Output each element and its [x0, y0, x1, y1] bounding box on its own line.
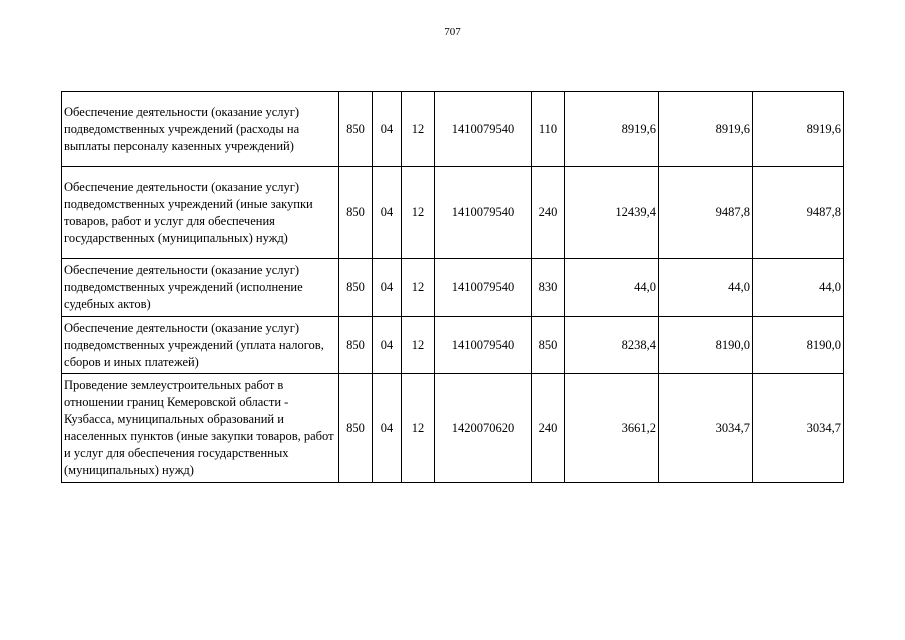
- section-code: 04: [373, 259, 402, 317]
- row-description: Обеспечение деятельности (оказание услуг) подведомственных учреждений (исполнение судебных актов): [62, 259, 339, 317]
- page-number: 707: [444, 26, 461, 38]
- ministry-code: 850: [339, 374, 373, 483]
- amount-year-3: 9487,8: [753, 167, 844, 259]
- amount-year-2: 8919,6: [659, 92, 753, 167]
- budget-table: [61, 91, 844, 483]
- amount-year-1: 3661,2: [565, 374, 659, 483]
- amount-year-3: 44,0: [753, 259, 844, 317]
- section-code: 04: [373, 317, 402, 374]
- expense-type-code: 240: [532, 374, 565, 483]
- subsection-code: 12: [402, 167, 435, 259]
- amount-year-1: 44,0: [565, 259, 659, 317]
- expense-type-code: 240: [532, 167, 565, 259]
- target-article-code: 1410079540: [435, 259, 532, 317]
- amount-year-2: 8190,0: [659, 317, 753, 374]
- row-description: Обеспечение деятельности (оказание услуг) подведомственных учреждений (уплата налогов, сборов и иных платежей): [62, 317, 339, 374]
- amount-year-2: 9487,8: [659, 167, 753, 259]
- subsection-code: 12: [402, 374, 435, 483]
- amount-year-1: 8238,4: [565, 317, 659, 374]
- table-row: [62, 92, 844, 167]
- row-description: Обеспечение деятельности (оказание услуг) подведомственных учреждений (расходы на выплаты персоналу казенных учреждений): [62, 92, 339, 167]
- ministry-code: 850: [339, 317, 373, 374]
- amount-year-1: 8919,6: [565, 92, 659, 167]
- amount-year-2: 44,0: [659, 259, 753, 317]
- ministry-code: 850: [339, 259, 373, 317]
- subsection-code: 12: [402, 92, 435, 167]
- target-article-code: 1410079540: [435, 167, 532, 259]
- expense-type-code: 110: [532, 92, 565, 167]
- section-code: 04: [373, 374, 402, 483]
- section-code: 04: [373, 167, 402, 259]
- row-description: Обеспечение деятельности (оказание услуг) подведомственных учреждений (иные закупки товаров, работ и услуг для обеспечения государственных (муниципальных) нужд): [62, 167, 339, 259]
- subsection-code: 12: [402, 317, 435, 374]
- amount-year-3: 8919,6: [753, 92, 844, 167]
- expense-type-code: 850: [532, 317, 565, 374]
- target-article-code: 1410079540: [435, 317, 532, 374]
- expense-type-code: 830: [532, 259, 565, 317]
- row-description: Проведение землеустроительных работ в отношении границ Кемеровской области - Кузбасса, муниципальных образований и населенных пунктов (иные закупки товаров, работ и услуг для обеспечения государственных (муниципальных) нужд): [62, 374, 339, 483]
- table-row: [62, 167, 844, 259]
- subsection-code: 12: [402, 259, 435, 317]
- amount-year-3: 3034,7: [753, 374, 844, 483]
- ministry-code: 850: [339, 92, 373, 167]
- target-article-code: 1420070620: [435, 374, 532, 483]
- section-code: 04: [373, 92, 402, 167]
- ministry-code: 850: [339, 167, 373, 259]
- table-row: [62, 259, 844, 317]
- table-row: [62, 374, 844, 483]
- table-row: [62, 317, 844, 374]
- target-article-code: 1410079540: [435, 92, 532, 167]
- amount-year-3: 8190,0: [753, 317, 844, 374]
- amount-year-2: 3034,7: [659, 374, 753, 483]
- amount-year-1: 12439,4: [565, 167, 659, 259]
